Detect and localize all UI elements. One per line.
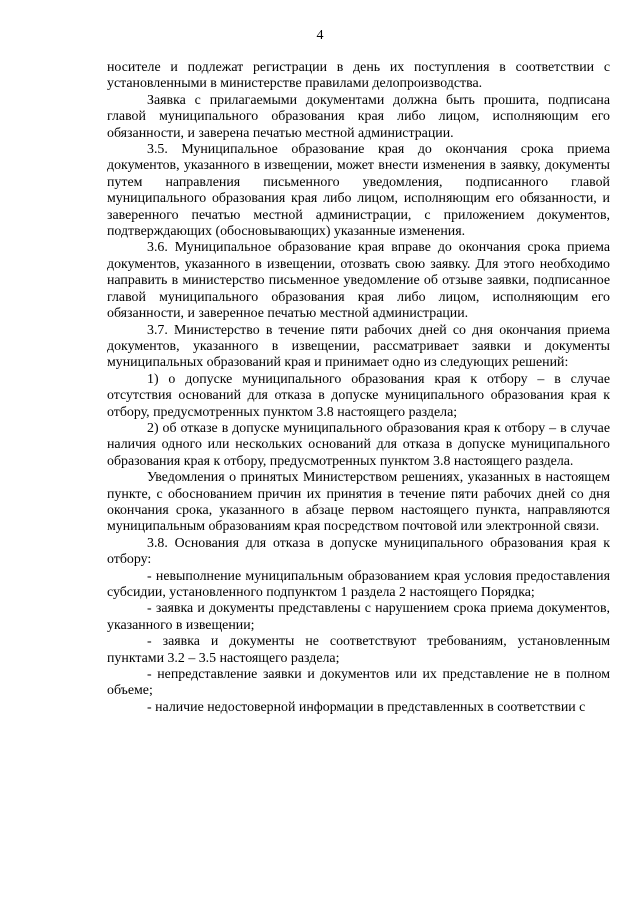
- paragraph-clause-3-7: 3.7. Министерство в течение пяти рабочих дней со дня окончания приема документов, указанного в извещении, рассматривает заявки и документы муниципальных образований края и принимает одно из следующих решений:: [107, 322, 610, 371]
- list-item-decision-2: 2) об отказе в допуске муниципального образования края к отбору – в случае наличия одного или нескольких оснований для отказа в допуске муниципального образования края к отбору, предусмотренных пунктом 3.8 настоящего раздела.: [107, 420, 610, 469]
- paragraph: носителе и подлежат регистрации в день их поступления в соответствии с установленными в министерстве правилами делопроизводства.: [107, 60, 610, 92]
- paragraph-clause-3-8: 3.8. Основания для отказа в допуске муниципального образования края к отбору:: [107, 535, 610, 568]
- document-body: [107, 60, 610, 716]
- paragraph: Заявка с прилагаемыми документами должна быть прошита, подписана главой муниципального образования края либо лицом, исполняющим его обязанности, и заверена печатью местной администрации.: [107, 92, 610, 141]
- paragraph-clause-3-6: 3.6. Муниципальное образование края вправе до окончания срока приема документов, указанного в извещении, отозвать свою заявку. Для этого необходимо направить в министерство письменное уведомление об отзыве заявки, подписанное главой муниципального образования края либо лицом, исполняющим его обязанности, и заверенное печатью местной администрации.: [107, 240, 610, 322]
- paragraph-notification: Уведомления о принятых Министерством решениях, указанных в настоящем пункте, с обоснованием причин их принятия в течение пяти рабочих дней со дня окончания срока, указанного в абзаце первом настоящего пункта, направляются муниципальным образованиям края посредством почтовой или электронной связи.: [107, 470, 610, 535]
- list-item-ground: - заявка и документы не соответствуют требованиям, установленным пунктами 3.2 – 3.5 настоящего раздела;: [107, 634, 610, 666]
- list-item-ground: - невыполнение муниципальным образованием края условия предоставления субсидии, установленного подпунктом 1 раздела 2 настоящего Порядка;: [107, 568, 610, 600]
- page-number: 4: [316, 28, 324, 43]
- list-item-ground: - наличие недостоверной информации в представленных в соответствии с: [147, 699, 586, 715]
- paragraph-clause-3-5: 3.5. Муниципальное образование края до окончания срока приема документов, указанного в извещении, может внести изменения в заявку, документы путем направления письменного уведомления, подписанного главой муниципального образования края либо лицом, исполняющим его обязанности, и заверенного печатью местной администрации, с приложением документов, подтверждающих (обосновывающих) указанные изменения.: [107, 142, 610, 240]
- list-item-ground: - непредставление заявки и документов или их представление не в полном объеме;: [107, 667, 610, 699]
- list-item-ground: - заявка и документы представлены с нарушением срока приема документов, указанного в извещении;: [107, 601, 610, 633]
- list-item-decision-1: 1) о допуске муниципального образования края к отбору – в случае отсутствия оснований для отказа в допуске муниципального образования края к отбору, предусмотренных пунктом 3.8 настоящего раздела;: [107, 371, 610, 420]
